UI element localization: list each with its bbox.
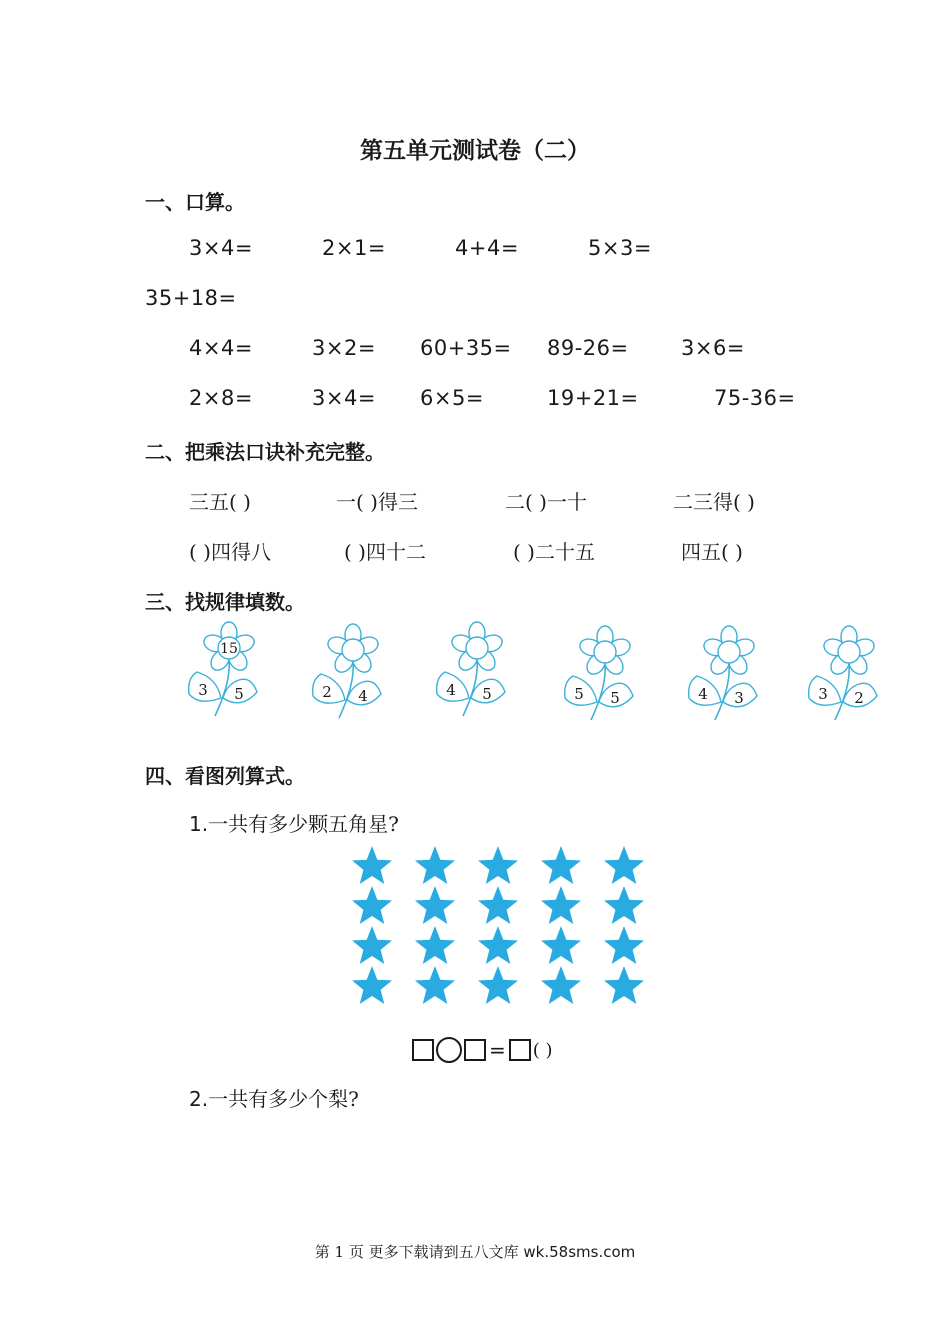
calc-item: 4+4=	[455, 236, 519, 260]
question-text: 一共有多少颗五角星?	[208, 812, 399, 836]
calc-item: 5×3=	[588, 236, 652, 260]
star-grid-svg	[350, 846, 646, 1008]
calc-item: 60+35=	[420, 336, 512, 360]
calc-item: 19+21=	[547, 386, 639, 410]
star-icon	[415, 926, 455, 964]
answer-box[interactable]	[464, 1039, 486, 1061]
right-leaf-value: 5	[482, 685, 492, 703]
question-number: 2.	[189, 1087, 209, 1111]
answer-box[interactable]	[412, 1039, 434, 1061]
star-icon	[415, 886, 455, 924]
calc-item: 2×8=	[189, 386, 253, 410]
page-footer	[0, 1241, 950, 1262]
operator-circle[interactable]	[436, 1037, 462, 1063]
left-leaf-value: 5	[574, 685, 584, 703]
flower-2	[309, 622, 389, 722]
flower-center-value: 15	[220, 641, 238, 657]
unit-blank: ( )	[532, 1039, 553, 1061]
footer-page-text: 第 1 页 更多下载请到五八文库	[314, 1243, 519, 1261]
star-icon	[541, 886, 581, 924]
question-text: 一共有多少个梨?	[208, 1087, 359, 1111]
flower-1	[185, 620, 265, 720]
star-icon	[478, 886, 518, 924]
mult-item: ( )四十二	[344, 540, 426, 564]
star-icon	[541, 966, 581, 1004]
section-1-heading: 一、口算。	[145, 190, 245, 214]
calc-item: 75-36=	[714, 386, 796, 410]
star-icon	[352, 966, 392, 1004]
right-leaf-value: 2	[854, 689, 864, 707]
mult-item: 二三得( )	[673, 490, 755, 514]
right-leaf-value: 5	[610, 689, 620, 707]
right-leaf-value: 4	[358, 687, 368, 705]
calc-item: 35+18=	[145, 286, 237, 310]
star-icon	[415, 846, 455, 884]
mult-item: ( )四得八	[189, 540, 271, 564]
calc-item: 3×6=	[681, 336, 745, 360]
flower-center	[838, 641, 860, 663]
mult-item: 四五( )	[681, 540, 743, 564]
section-3-heading: 三、找规律填数。	[145, 590, 305, 614]
flower-4	[561, 624, 641, 724]
question-number: 1.	[189, 812, 209, 836]
answer-box[interactable]	[509, 1039, 531, 1061]
star-icon	[352, 886, 392, 924]
star-icon	[478, 966, 518, 1004]
footer-site: wk.58sms.com	[523, 1243, 636, 1261]
calc-item: 3×4=	[189, 236, 253, 260]
star-icon	[541, 926, 581, 964]
flower-center	[594, 641, 616, 663]
right-leaf-value: 3	[734, 689, 744, 707]
flower-3	[433, 620, 513, 720]
flower-6	[805, 624, 885, 724]
star-icon	[604, 926, 644, 964]
star-icon	[478, 846, 518, 884]
calc-item: 89-26=	[547, 336, 629, 360]
star-icon	[415, 966, 455, 1004]
star-icon	[604, 846, 644, 884]
equation-template	[412, 1036, 553, 1064]
flower-center	[718, 641, 740, 663]
left-leaf-value: 2	[322, 683, 332, 701]
star-icon	[604, 886, 644, 924]
left-leaf-value: 3	[818, 685, 828, 703]
right-leaf-value: 5	[234, 685, 244, 703]
star-icon	[352, 846, 392, 884]
star-icon	[541, 846, 581, 884]
left-leaf-value: 4	[698, 685, 708, 703]
question-1	[189, 808, 399, 837]
calc-item: 3×2=	[312, 336, 376, 360]
mult-item: 三五( )	[189, 490, 251, 514]
left-leaf-value: 4	[446, 681, 456, 699]
flower-center	[342, 639, 364, 661]
calc-item: 2×1=	[322, 236, 386, 260]
star-icon	[478, 926, 518, 964]
mult-item: 二( )一十	[505, 490, 587, 514]
calc-item: 6×5=	[420, 386, 484, 410]
left-leaf-value: 3	[198, 681, 208, 699]
equals-sign: =	[489, 1038, 506, 1062]
section-2-heading: 二、把乘法口诀补充完整。	[145, 440, 385, 464]
star-icon	[604, 966, 644, 1004]
flower-5	[685, 624, 765, 724]
calc-item: 3×4=	[312, 386, 376, 410]
mult-item: 一( )得三	[336, 490, 418, 514]
question-2	[189, 1083, 359, 1112]
star-icon	[352, 926, 392, 964]
section-4-heading: 四、看图列算式。	[145, 764, 305, 788]
flower-center	[466, 637, 488, 659]
calc-item: 4×4=	[189, 336, 253, 360]
page-title: 第五单元测试卷（二）	[360, 137, 590, 164]
mult-item: ( )二十五	[513, 540, 595, 564]
star-grid	[350, 846, 646, 1008]
